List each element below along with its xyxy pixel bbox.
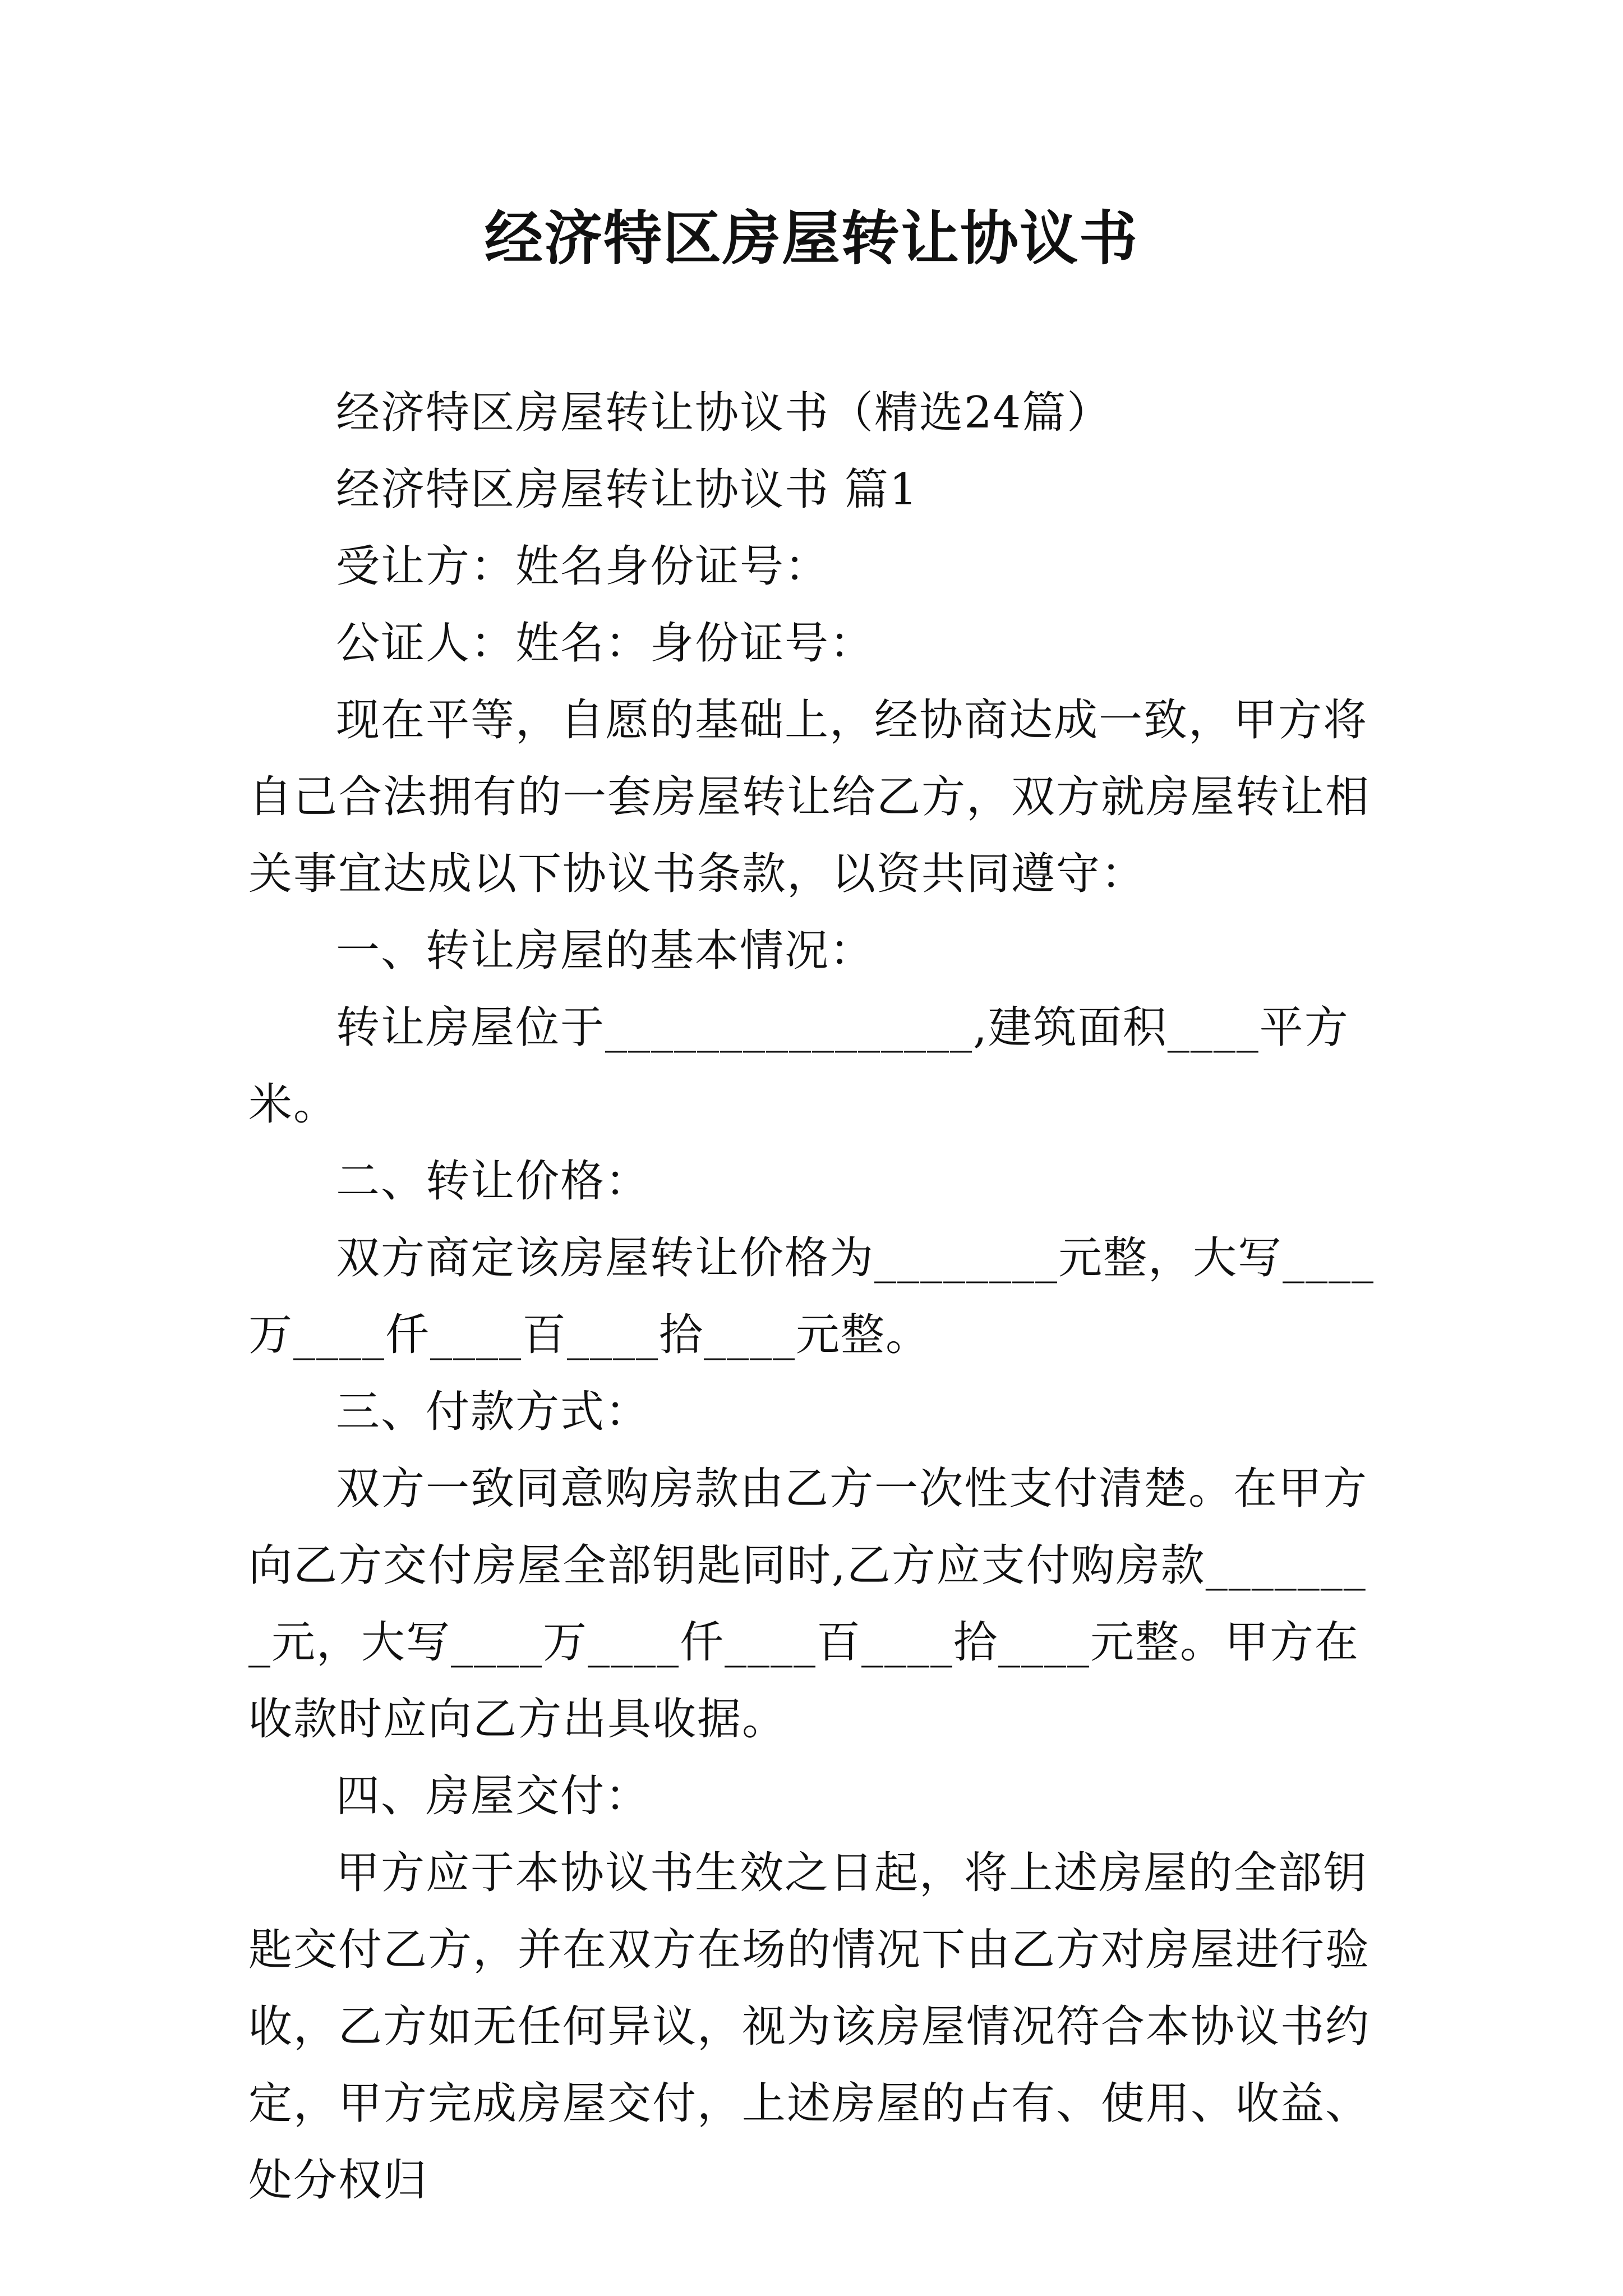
- section-heading: 经济特区房屋转让协议书 篇1: [336, 464, 919, 515]
- clause-heading-2: 二、转让价格：: [336, 1156, 651, 1207]
- clause-heading-4: 四、房屋交付：: [336, 1771, 651, 1821]
- clause-text-1: 转让房屋位于________________,建筑面积____平方米。: [248, 1002, 1349, 1130]
- clause-heading-3: 三、付款方式：: [336, 1387, 651, 1437]
- transferee-line: 受让方：姓名身份证号：: [336, 541, 830, 592]
- notary-line: 公证人：姓名：身份证号：: [336, 618, 875, 669]
- subtitle-line: 经济特区房屋转让协议书（精选24篇）: [336, 388, 1112, 438]
- document-title: 经济特区房屋转让协议书: [484, 204, 1138, 273]
- preamble-paragraph: 现在平等，自愿的基础上，经协商达成一致，甲方将自己合法拥有的一套房屋转让给乙方，双方就房屋转让相关事宜达成以下协议书条款，以资共同遵守：: [248, 695, 1371, 899]
- clause-text-4: 甲方应于本协议书生效之日起，将上述房屋的全部钥匙交付乙方，并在双方在场的情况下由乙方对房屋进行验收，乙方如无任何异议，视为该房屋情况符合本协议书约定，甲方完成房屋交付，上述房屋的占有、使用、收益、处分权归: [248, 1848, 1371, 2206]
- clause-text-2: 双方商定该房屋转让价格为________元整，大写____万____仟____百____拾____元整。: [248, 1233, 1375, 1360]
- document-body: [248, 375, 1381, 2219]
- clause-text-3: 双方一致同意购房款由乙方一次性支付清楚。在甲方向乙方交付房屋全部钥匙同时,乙方应支付购房款________元，大写____万____仟____百____拾____元整。甲方在收款时应向乙方出具收据。: [248, 1464, 1368, 1745]
- clause-heading-1: 一、转让房屋的基本情况：: [336, 926, 875, 976]
